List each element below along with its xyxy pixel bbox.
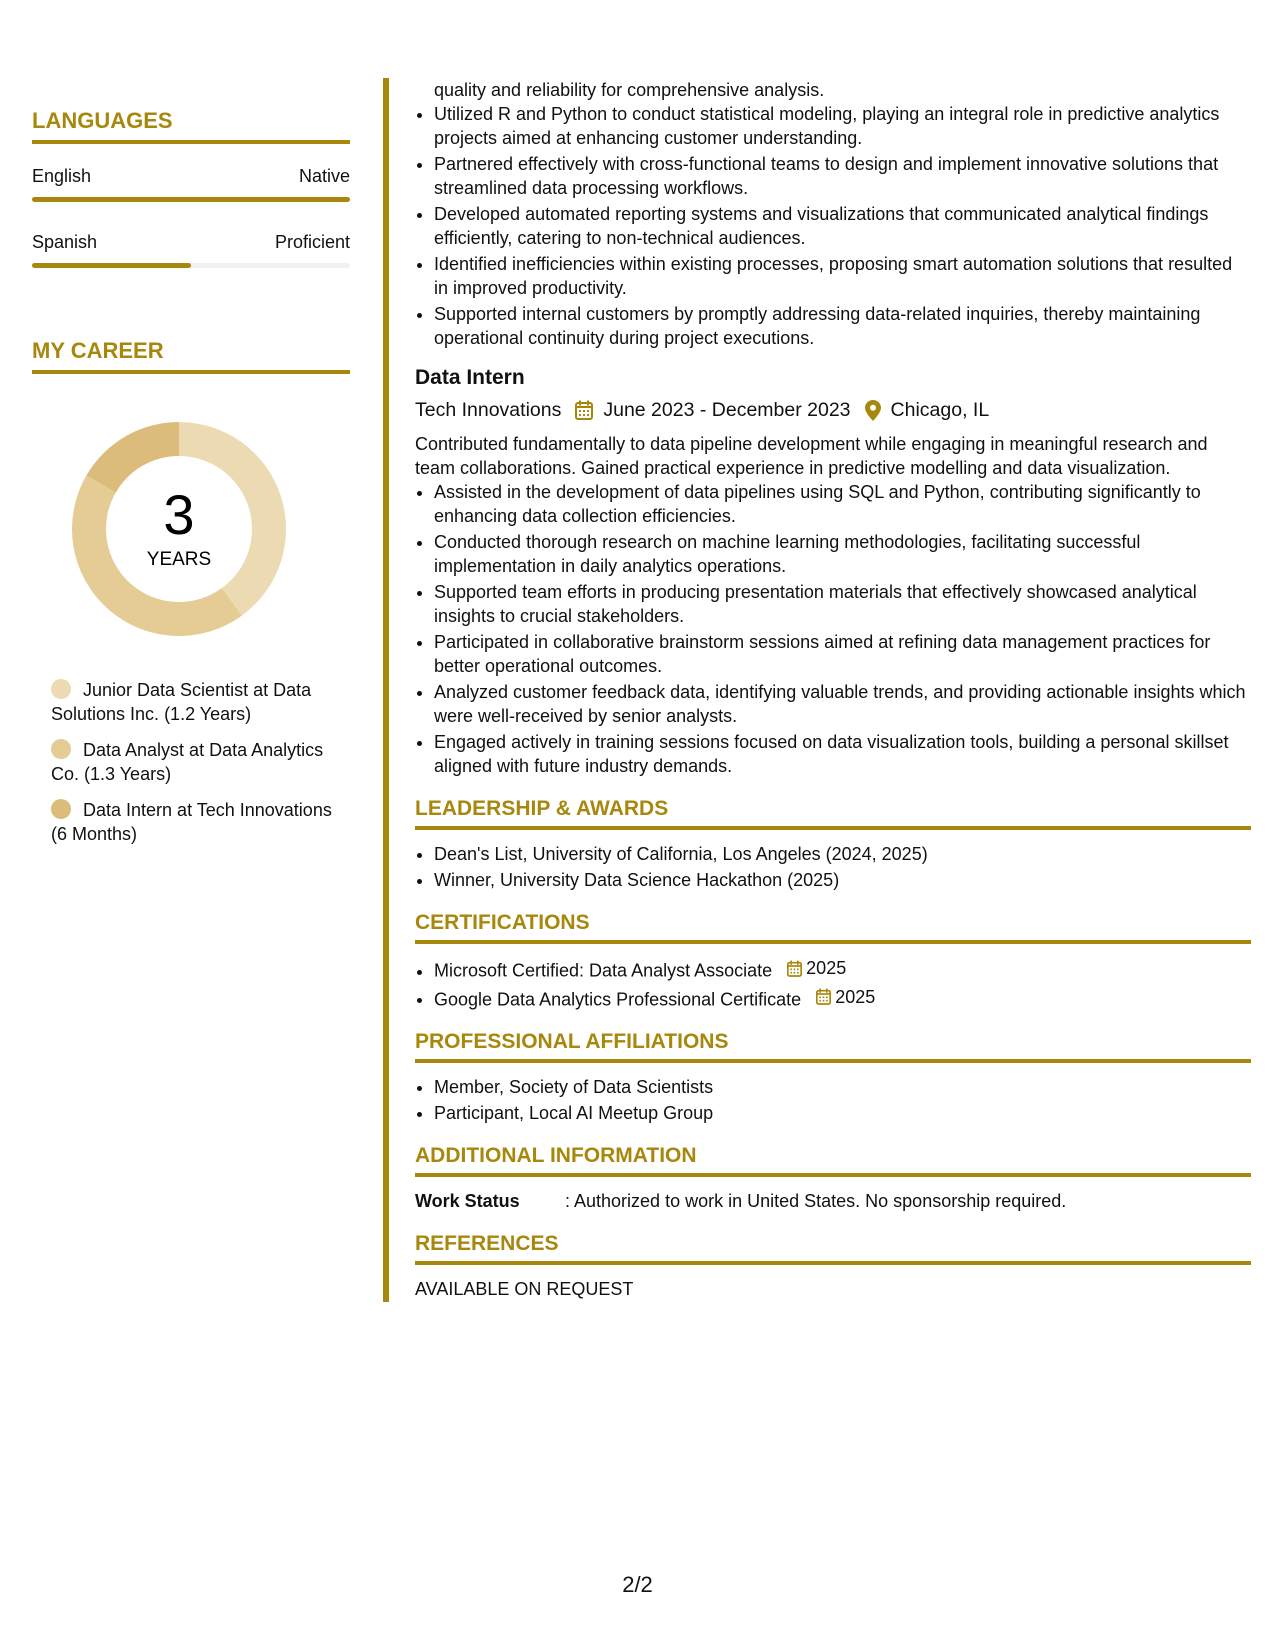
map-pin-icon — [865, 400, 881, 421]
leadership-list — [415, 842, 1251, 892]
list-item: • Identified inefficiencies within existing processes, proposing smart automation solutions that resulted in improved productivity. — [434, 252, 1251, 300]
language-name: Spanish — [32, 232, 98, 252]
language-bar — [32, 197, 350, 202]
certification-year — [787, 956, 846, 980]
affiliations-list — [415, 1075, 1251, 1125]
list-item: • Winner, University Data Science Hackathon (2025) — [434, 868, 1251, 892]
career-total-value: 3 — [163, 483, 195, 546]
list-item — [434, 985, 1251, 1012]
list-item — [434, 956, 1251, 983]
certification-year — [816, 985, 875, 1009]
language-bar — [32, 263, 350, 268]
left-column — [32, 108, 350, 858]
legend-label: Data Analyst at Data Analytics Co. (1.3 Years) — [51, 740, 324, 784]
list-item: • Dean's List, University of California, Los Angeles (2024, 2025) — [434, 842, 1251, 866]
list-item: • Supported team efforts in producing presentation materials that effectively showcased analytical insights to crucial stakeholders. — [434, 580, 1251, 628]
job-summary: Contributed fundamentally to data pipeline development while engaging in meaningful research and team collaborations. Gained practical experience in predictive modelling and data visualization. — [415, 434, 1208, 478]
job-dates: June 2023 - December 2023 — [603, 399, 851, 421]
career-total-unit: YEARS — [146, 549, 212, 570]
language-level: Native — [298, 166, 350, 186]
affiliations-title: PROFESSIONAL AFFILIATIONS — [415, 1029, 1251, 1063]
legend-item — [51, 738, 341, 786]
certification-year-text: 2025 — [835, 986, 876, 1007]
references-title: REFERENCES — [415, 1231, 1251, 1265]
job-location: Chicago, IL — [890, 399, 990, 421]
list-item: • Utilized R and Python to conduct statistical modeling, playing an integral role in predictive analytics projects aimed at enhancing customer understanding. — [434, 102, 1251, 150]
legend-label: Junior Data Scientist at Data Solutions Inc. (1.2 Years) — [51, 680, 312, 724]
certification-name: Google Data Analytics Professional Certificate — [434, 989, 802, 1009]
certifications-title: CERTIFICATIONS — [415, 910, 1251, 944]
work-status-label: Work Status — [415, 1191, 520, 1211]
column-divider — [383, 78, 389, 1302]
references-text: AVAILABLE ON REQUEST — [415, 1279, 634, 1299]
language-item — [32, 232, 350, 268]
list-item: • Conducted thorough research on machine learning methodologies, facilitating successful implementation in daily analytics operations. — [434, 530, 1251, 578]
legend-dot — [51, 739, 71, 759]
career-legend — [32, 678, 350, 846]
language-name: English — [32, 166, 92, 186]
list-item: • Analyzed customer feedback data, identifying valuable trends, and providing actionable insights which were well-received by senior analysts. — [434, 680, 1251, 728]
calendar-icon — [787, 960, 802, 977]
legend-label: Data Intern at Tech Innovations (6 Months) — [51, 800, 332, 844]
job-company: Tech Innovations — [415, 399, 562, 421]
language-bar-fill — [32, 197, 350, 202]
career-donut-chart — [66, 416, 292, 642]
job-meta — [415, 396, 1251, 424]
language-bar-fill — [32, 263, 191, 268]
job-title: Data Intern — [415, 366, 525, 389]
donut-center — [66, 416, 292, 642]
calendar-icon — [816, 988, 831, 1005]
list-item: • Engaged actively in training sessions focused on data visualization tools, building a personal skillset aligned with future industry demands. — [434, 730, 1251, 778]
list-item: • Member, Society of Data Scientists — [434, 1075, 1251, 1099]
list-item: • Participant, Local AI Meetup Group — [434, 1101, 1251, 1125]
certification-name: Microsoft Certified: Data Analyst Associate — [434, 960, 773, 981]
certification-year-text: 2025 — [806, 958, 847, 978]
language-item — [32, 166, 350, 202]
languages-title: LANGUAGES — [32, 108, 350, 144]
list-item: • Developed automated reporting systems and visualizations that communicated analytical findings efficiently, catering to non-technical audiences. — [434, 202, 1251, 250]
career-title: MY CAREER — [32, 338, 350, 374]
work-status-value: : Authorized to work in United States. No sponsorship required. — [565, 1191, 1067, 1211]
legend-item — [51, 798, 341, 846]
certifications-list — [415, 956, 1251, 1011]
job-bullets — [415, 480, 1251, 778]
page-number: 2/2 — [622, 1572, 653, 1597]
list-item: • Supported internal customers by promptly addressing data-related inquiries, thereby maintaining operational continuity during project executions. — [434, 302, 1251, 350]
legend-dot — [51, 799, 71, 819]
prev-job-bullets — [415, 102, 1251, 350]
work-status-row — [415, 1189, 1251, 1213]
list-item: • Partnered effectively with cross-functional teams to design and implement innovative solutions that streamlined data processing workflows. — [434, 152, 1251, 200]
list-item: • Assisted in the development of data pipelines using SQL and Python, contributing significantly to enhancing data collection efficiencies. — [434, 480, 1251, 528]
language-level: Proficient — [274, 232, 350, 252]
bullet-continuation: quality and reliability for comprehensive analysis. — [434, 80, 825, 100]
list-item: • Participated in collaborative brainstorm sessions aimed at refining data management practices for better operational outcomes. — [434, 630, 1251, 678]
main-column — [415, 78, 1251, 1301]
calendar-icon — [575, 400, 593, 420]
legend-item — [51, 678, 341, 726]
legend-dot — [51, 679, 71, 699]
leadership-title: LEADERSHIP & AWARDS — [415, 796, 1251, 830]
additional-info-title: ADDITIONAL INFORMATION — [415, 1143, 1251, 1177]
